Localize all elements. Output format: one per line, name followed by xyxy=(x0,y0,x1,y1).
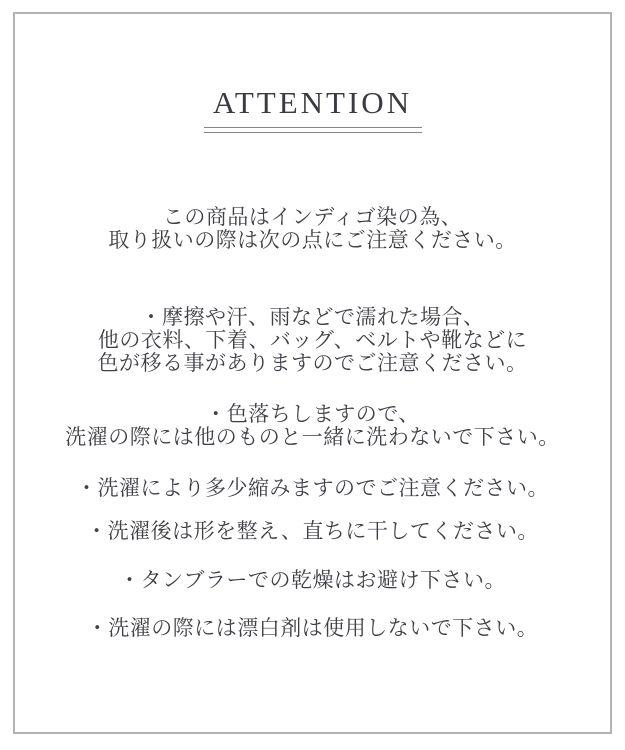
text-line: ・タンブラーでの乾燥はお避け下さい。 xyxy=(119,568,506,592)
text-line: ・色落ちしますので、 xyxy=(205,402,420,426)
care-note xyxy=(15,477,610,500)
text-line: 色が移る事がありますのでご注意ください。 xyxy=(97,351,528,375)
text-line: ・洗濯により多少縮みますのでご注意ください。 xyxy=(76,476,549,500)
text-line: 他の衣料、下着、バッグ、ベルトや靴などに xyxy=(97,328,528,352)
care-note xyxy=(15,617,610,640)
text-line: この商品はインディゴ染の為、 xyxy=(162,205,463,229)
text-line: ・洗濯後は形を整え、直ちに干してください。 xyxy=(86,519,539,543)
care-note xyxy=(15,569,610,592)
page-title: ATTENTION xyxy=(212,85,413,120)
border-frame xyxy=(13,12,612,734)
text-line: 洗濯の際には他のものと一緒に洗わないで下さい。 xyxy=(65,425,560,449)
text-line: 取り扱いの際は次の点にご注意ください。 xyxy=(108,228,517,252)
text-line: ・摩擦や汗、雨などで濡れた場合、 xyxy=(140,305,485,329)
text-line: ・洗濯の際には漂白剤は使用しないで下さい。 xyxy=(86,616,539,640)
care-note xyxy=(15,520,610,543)
title-double-underline xyxy=(204,127,422,133)
care-note xyxy=(15,306,610,375)
care-note xyxy=(15,403,610,449)
intro-paragraph xyxy=(15,206,610,252)
